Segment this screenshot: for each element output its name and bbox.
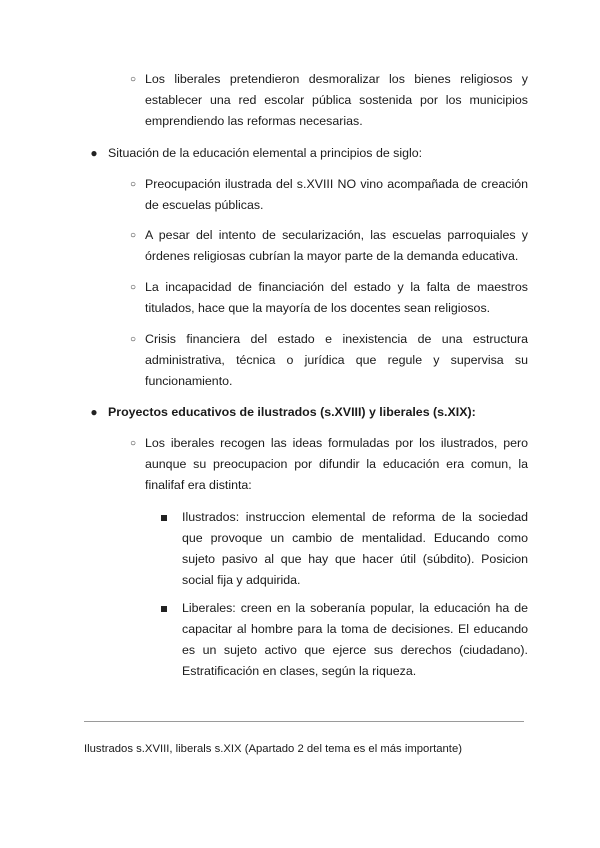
list-item: Preocupación ilustrada del s.XVIII NO vino acompañada de creación de escuelas públicas. (145, 177, 528, 212)
list-item: Ilustrados: instruccion elemental de reforma de la sociedad que provoque un cambio de mentalidad. Educando como sujeto pasivo al que hay que hacer útil (súbdito). Posicion social fija y adquirida. (182, 510, 528, 587)
circle-bullet-icon: ○ (129, 334, 137, 345)
circle-bullet-icon: ○ (129, 179, 137, 190)
section-heading: Proyectos educativos de ilustrados (s.XVIII) y liberales (s.XIX): (108, 405, 476, 419)
list-item: Crisis financiera del estado e inexistencia de una estructura administrativa, técnica o jurídica que regule y supervisa su funcionamiento. (145, 332, 528, 388)
list-item: Los liberales pretendieron desmoralizar los bienes religiosos y establecer una red escolar pública sostenida por los municipios emprendiendo las reformas necesarias. (145, 72, 528, 128)
list-item: La incapacidad de financiación del estado y la falta de maestros titulados, hace que la mayoría de los docentes sean religiosos. (145, 280, 528, 315)
list-item: A pesar del intento de secularización, las escuelas parroquiales y órdenes religiosas cubrían la mayor parte de la demanda educativa. (145, 228, 528, 263)
footnote-divider (84, 721, 524, 722)
disc-bullet-icon: ● (90, 405, 98, 419)
circle-bullet-icon: ○ (129, 230, 137, 241)
circle-bullet-icon: ○ (129, 438, 137, 449)
square-bullet-icon (158, 598, 170, 619)
circle-bullet-icon: ○ (129, 74, 137, 85)
disc-bullet-icon: ● (90, 146, 98, 160)
section-heading: Situación de la educación elemental a principios de siglo: (108, 146, 423, 160)
square-bullet-icon (158, 507, 170, 528)
list-item: Los iberales recogen las ideas formuladas por los ilustrados, pero aunque su preocupacion por difundir la educación era comun, la finalifaf era distinta: (145, 436, 528, 492)
list-item: Liberales: creen en la soberanía popular, la educación ha de capacitar al hombre para la toma de decisiones. El educando es un sujeto activo que ejerce sus derechos (ciudadano). Estratificación en clases, según la riqueza. (182, 601, 528, 678)
circle-bullet-icon: ○ (129, 282, 137, 293)
footnote: Ilustrados s.XVIII, liberals s.XIX (Apartado 2 del tema es el más importante) (84, 743, 462, 755)
